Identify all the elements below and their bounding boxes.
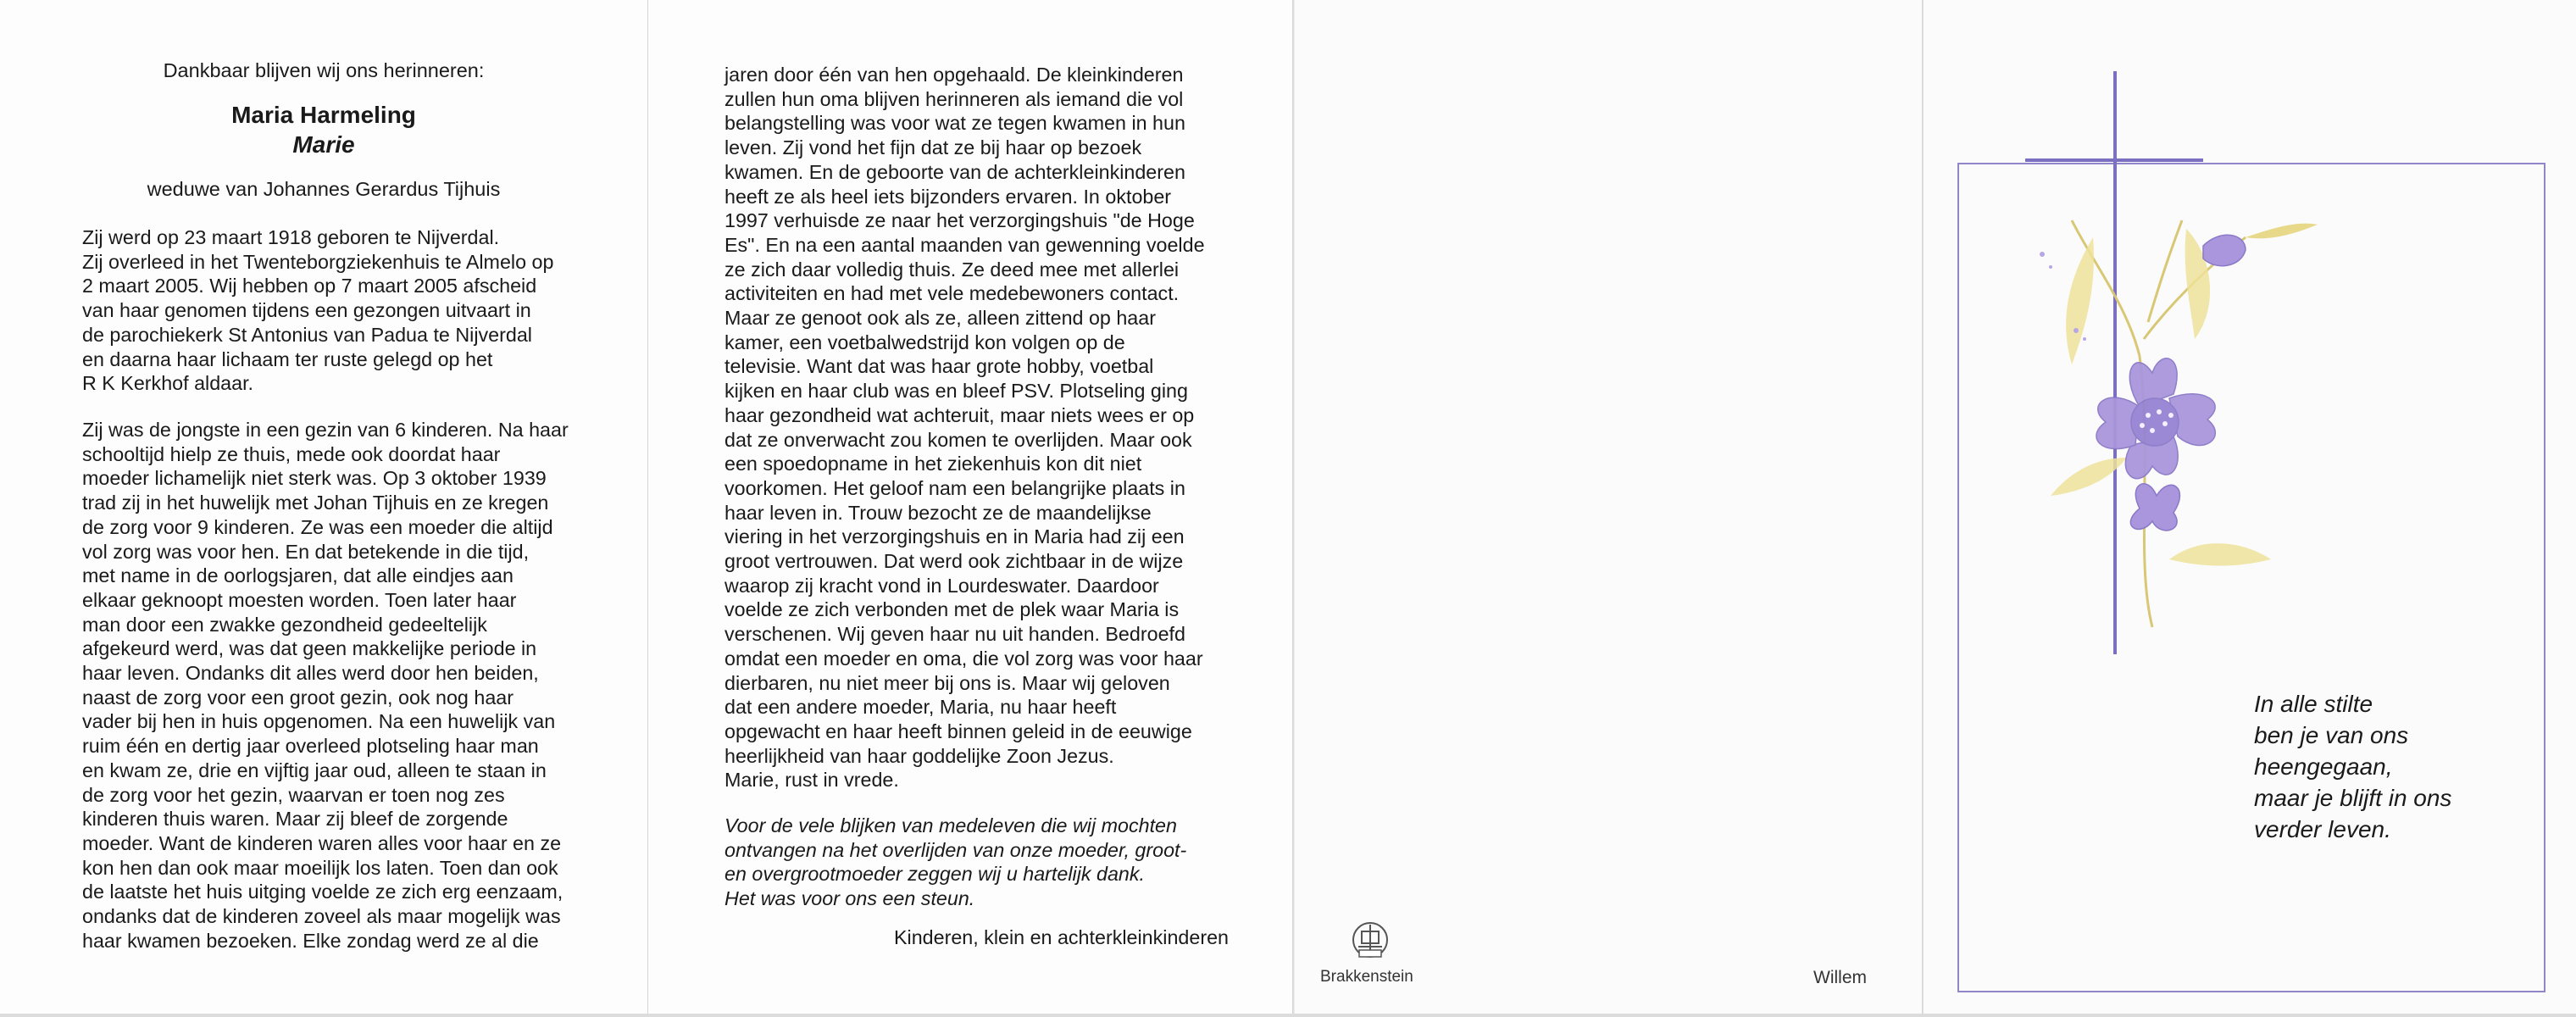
deceased-name: Maria Harmeling bbox=[231, 102, 416, 128]
thanks-line: ontvangen na het overlijden van onze moeder, groot- bbox=[724, 838, 1187, 861]
bio-line: Zij werd op 23 maart 1918 geboren te Nijverdal. bbox=[82, 226, 500, 248]
bio-line: kon hen dan ook maar moeilijk los laten. Toen dan ook bbox=[82, 856, 558, 879]
bio-line: moeder lichamelijk niet sterk was. Op 3 oktober 1939 bbox=[82, 467, 547, 490]
poem-line: heengegaan, bbox=[2254, 753, 2393, 780]
poem-line: In alle stilte bbox=[2254, 691, 2373, 717]
bio-line: en kwam ze, drie en vijftig jaar oud, alleen te staan in bbox=[82, 759, 547, 781]
widow-of-line: weduwe van Johannes Gerardus Tijhuis bbox=[147, 178, 501, 200]
bio-line: opgewacht en haar heeft binnen geleid in de eeuwige bbox=[724, 720, 1192, 742]
bio-line: belangstelling was voor wat ze tegen kwamen in hun bbox=[724, 112, 1185, 135]
bio-line: kijken en haar club was en bleef PSV. Plotseling ging bbox=[724, 380, 1188, 403]
bio-line: de zorg voor het gezin, waarvan er toen nog zes bbox=[82, 783, 505, 806]
biography-paragraph-1 bbox=[82, 225, 578, 396]
bio-line: leven. Zij vond het fijn dat ze bij haar op bezoek bbox=[724, 136, 1142, 159]
bio-line: R K Kerkhof aldaar. bbox=[82, 372, 254, 395]
bio-line: ze zich daar volledig thuis. Ze deed mee met allerlei bbox=[724, 258, 1180, 281]
bio-line: kinderen thuis waren. Maar zij bleef de zorgende bbox=[82, 808, 508, 831]
publisher-name: Brakkenstein bbox=[1320, 968, 1413, 986]
bio-line: omdat een moeder en oma, die vol zorg was voor haar bbox=[724, 647, 1203, 670]
bio-line: trad zij in het huwelijk met Johan Tijhuis en ze kregen bbox=[82, 492, 549, 514]
bio-line: Es". En na een aantal maanden van gewenning voelde bbox=[724, 233, 1205, 256]
artist-signature: Willem bbox=[1813, 968, 1867, 987]
bio-line: Zij overleed in het Twenteborgziekenhuis te Almelo op bbox=[82, 250, 554, 273]
bio-line: vol zorg was voor hen. En dat betekende in die tijd, bbox=[82, 540, 530, 563]
bio-line: waarop zij kracht vond in Lourdeswater. Daardoor bbox=[724, 574, 1159, 597]
bio-line: viering in het verzorgingshuis en in Maria had zij een bbox=[724, 525, 1185, 548]
cross-icon-horizontal bbox=[2025, 158, 2203, 162]
bio-line: en daarna haar lichaam ter ruste gelegd op het bbox=[82, 347, 493, 370]
bio-line: moeder. Want de kinderen waren alles voor haar en ze bbox=[82, 831, 562, 854]
publisher-logo-icon bbox=[1351, 920, 1390, 964]
bio-line: heerlijkheid van haar goddelijke Zoon Jezus. bbox=[724, 744, 1114, 767]
bio-line: afgekeurd werd, was dat geen makkelijke periode in bbox=[82, 637, 537, 660]
bio-line: de laatste het huis uitging voelde ze zich erg eenzaam, bbox=[82, 881, 564, 903]
bio-line: kwamen. En de geboorte van de achterkleinkinderen bbox=[724, 160, 1185, 183]
bio-line: elkaar geknoopt moesten worden. Toen later haar bbox=[82, 588, 517, 611]
bio-line: met name in de oorlogsjaren, dat alle eindjes aan bbox=[82, 564, 514, 587]
bio-line: de zorg voor 9 kinderen. Ze was een moeder die altijd bbox=[82, 515, 553, 538]
thanks-line: Het was voor ons een steun. bbox=[724, 887, 975, 910]
bio-line: haar leven in. Trouw bezocht ze de maandelijkse bbox=[724, 501, 1152, 524]
bio-line: Marie, rust in vrede. bbox=[724, 769, 899, 792]
bio-line: Zij was de jongste in een gezin van 6 kinderen. Na haar bbox=[82, 419, 569, 441]
bio-line: televisie. Want dat was haar grote hobby, voetbal bbox=[724, 355, 1154, 378]
bio-line: haar leven. Ondanks dit alles werd door hen beiden, bbox=[82, 662, 539, 685]
thanks-line: en overgrootmoeder zeggen wij u hartelijk dank. bbox=[724, 863, 1145, 886]
deceased-nickname: Marie bbox=[292, 131, 355, 158]
bio-line: ondanks dat de kinderen zoveel als maar mogelijk was bbox=[82, 905, 561, 928]
bio-line: ruim één en dertig jaar overleed plotseling haar man bbox=[82, 735, 539, 758]
bio-line: dat een andere moeder, Maria, nu haar heeft bbox=[724, 696, 1117, 719]
bio-line: haar gezondheid wat achteruit, maar niets wees er op bbox=[724, 403, 1195, 426]
memorial-poem bbox=[2254, 688, 2451, 845]
panel-middle bbox=[648, 0, 1292, 1014]
bio-line: haar kwamen bezoeken. Elke zondag werd ze al die bbox=[82, 929, 539, 952]
bio-line: 1997 verhuisde ze naar het verzorgingshuis "de Hoge bbox=[724, 209, 1195, 232]
bio-line: voelde ze zich verbonden met de plek waar Maria is bbox=[724, 598, 1180, 621]
bio-line: voorkomen. Het geloof nam een belangrijke plaats in bbox=[724, 476, 1185, 499]
bio-line: verschenen. Wij geven haar nu uit handen. Bedroefd bbox=[724, 623, 1185, 646]
bio-line: de parochiekerk St Antonius van Padua te Nijverdal bbox=[82, 323, 532, 346]
bio-line: dat ze onverwacht zou komen te overlijden. Maar ook bbox=[724, 428, 1192, 451]
bio-line: schooltijd hielp ze thuis, mede ook doordat haar bbox=[82, 442, 501, 465]
poem-line: verder leven. bbox=[2254, 816, 2391, 842]
bio-line: kamer, een voetbalwedstrijd kon volgen op de bbox=[724, 331, 1125, 353]
bio-line: van haar genomen tijdens een gezongen uitvaart in bbox=[82, 299, 531, 322]
bio-line: heeft ze als heel iets bijzonders ervaren. In oktober bbox=[724, 185, 1172, 208]
family-signature: Kinderen, klein en achterkleinkinderen bbox=[893, 926, 1229, 948]
bio-line: 2 maart 2005. Wij hebben op 7 maart 2005 afscheid bbox=[82, 275, 537, 297]
bio-line: man door een zwakke gezondheid gedeeltelijk bbox=[82, 613, 487, 636]
panel-left bbox=[0, 0, 648, 1014]
bio-line: zullen hun oma blijven herinneren als iemand die vol bbox=[724, 87, 1184, 110]
thanks-line: Voor de vele blijken van medeleven die wij mochten bbox=[724, 814, 1177, 836]
poem-line: maar je blijft in ons bbox=[2254, 785, 2452, 811]
poem-line: ben je van ons bbox=[2254, 722, 2409, 748]
bio-line: vader bij hen in huis opgenomen. Na een huwelijk van bbox=[82, 710, 556, 733]
bio-line: jaren door één van hen opgehaald. De kleinkinderen bbox=[724, 64, 1184, 86]
bio-line: een spoedopname in het ziekenhuis kon dit niet bbox=[724, 453, 1142, 475]
biography-paragraph-3 bbox=[724, 63, 1229, 792]
biography-paragraph-2 bbox=[82, 418, 578, 953]
panel-back bbox=[1295, 0, 1922, 1014]
bio-line: Maar ze genoot ook als ze, alleen zittend op haar bbox=[724, 307, 1156, 330]
bio-line: groot vertrouwen. Dat werd ook zichtbaar in de wijze bbox=[724, 550, 1184, 573]
bio-line: dierbaren, nu niet meer bij ons is. Maar wij geloven bbox=[724, 671, 1170, 694]
intro-line: Dankbaar blijven wij ons herinneren: bbox=[163, 59, 485, 81]
thanks-paragraph bbox=[724, 814, 1229, 911]
bio-line: naast de zorg voor een groot gezin, ook nog haar bbox=[82, 686, 514, 709]
flower-illustration-icon bbox=[1991, 203, 2330, 644]
panel-front bbox=[1924, 0, 2576, 1014]
bio-line: activiteiten en had met vele medebewoners contact. bbox=[724, 282, 1180, 305]
